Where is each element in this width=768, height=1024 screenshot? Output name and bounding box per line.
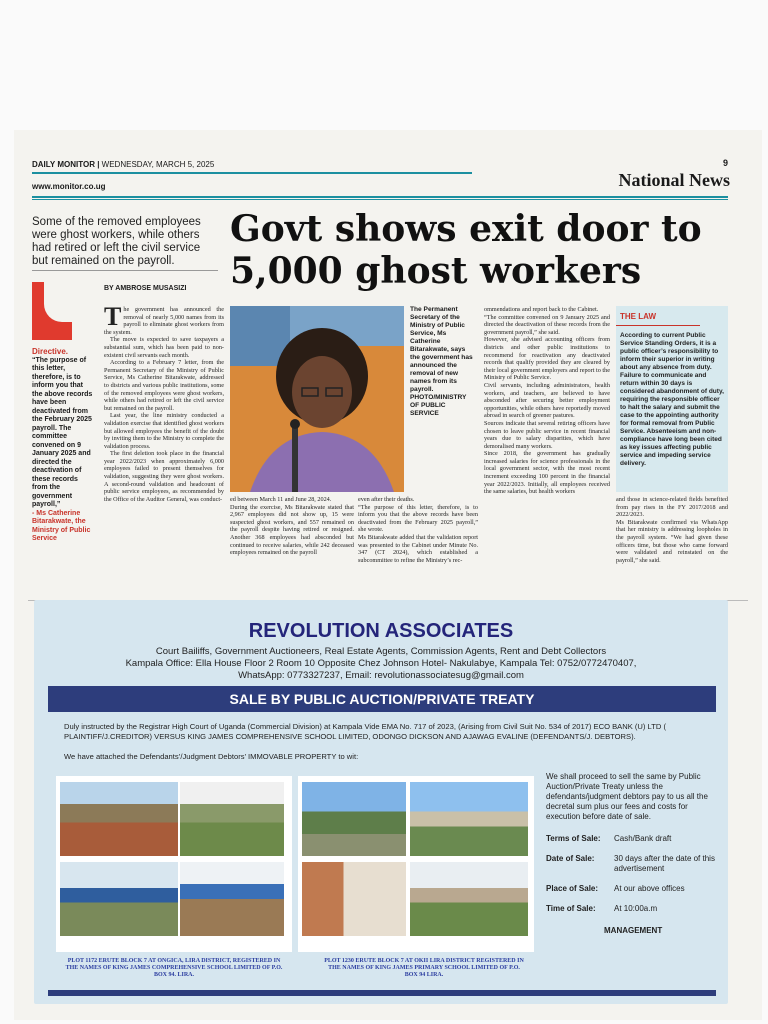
property-photos-2 [298,776,534,952]
term-label: Date of Sale: [546,854,595,863]
photo-caption: The Permanent Secretary of the Ministry of Public Service, Ms Catherine Bitarakwate, says the government has announced the removal of new names from its payroll. PHOTO/MINISTRY OF PUBLIC SERVICE [410,306,473,417]
paper-name: DAILY MONITOR [32,160,95,169]
advert-instruction: Duly instructed by the Registrar High Court of Uganda (Commercial Division) at Kampala Vide EMA No. 717 of 2023, (Arising from Civil Suit No. 534 of 2017) ECO BANK (U) LTD ( PLAINTIFF/J.CREDITOR) VERSUS KING JAMES COMPREHENSIVE SCHOOL LIMITED, ODONGO DICKSON AND AJAWAG EVALINE (DEFENDANTS/J. DEBTORS). [64,722,666,741]
paragraph: The move is expected to save taxpayers a substantial sum, which has been paid to non-existent civil servants each month. [104,336,224,359]
plot-2-caption: PLOT 1230 ERUTE BLOCK 7 AT OKII LIRA DISTRICT REGISTERED IN THE NAMES OF KING JAMES PRIMARY SCHOOL LIMITED OF P.O. BOX 94 LIRA. [324,958,524,979]
term-value: At our above offices [614,884,685,893]
article-column-1 [104,306,224,596]
headline: Govt shows exit door to 5,000 ghost workers [230,208,702,292]
advert-address: Kampala Office: Ella House Floor 2 Room 10 Opposite Chez Johnson Hotel- Nakulabye, Kampala Tel: 0752/0772470407, [125,658,637,669]
advert-banner: SALE BY PUBLIC AUCTION/PRIVATE TREATY [48,686,716,712]
property-photo [180,782,284,856]
property-photo [60,782,178,856]
term-label: Terms of Sale: [546,834,601,843]
law-box-text: According to current Public Service Standing Orders, it is a public officer’s responsibility to inform their superior in writing about any absence from duty. Failure to communicate and return within 30 days is considered abandonment of duty, requiring the responsible officer to halt the salary and submit the case to the appointing authority for formal removal from Public Service. Absenteeism and non-compliance have long been cited as key issues affecting public service and impeding service delivery. [620,332,724,467]
page-number: 9 [722,158,728,168]
brand-mark-icon [32,282,72,340]
article-photo [230,306,404,492]
advert-contact: WhatsApp: 0773327237, Email: revolutionassociatesug@gmail.com [238,670,524,681]
paragraph: The first deletion took place in the financial year 2022/2023 when approximately 6,000 employees failed to present themselves for validation, suggesting they were ghost workers. A second-round validation and headcount of public service employees, as recommended by the Office of the Auditor General, was conduct- [104,450,224,503]
paragraph: he government has announced the removal of nearly 5,000 names from its payroll to eliminate ghost workers from the system. [104,306,224,336]
section-rule [32,196,728,198]
auction-advert [34,600,728,1004]
property-photo [180,862,284,936]
plot-1-caption: PLOT 1172 ERUTE BLOCK 7 AT ONGICA, LIRA DISTRICT, REGISTERED IN THE NAMES OF KING JAMES COMPREHENSIVE SCHOOL LIMITED OF P.O. BOX 94. LIRA. [65,958,283,979]
term-row [546,884,722,894]
pull-quote-kicker: Directive. [32,347,69,356]
pull-quote-attribution: - Ms Catherine Bitarakwate, the Ministry of Public Service [32,509,91,542]
law-box-title: THE LAW [616,306,700,326]
divider [32,270,218,271]
pull-quote [32,348,94,544]
term-row [546,904,722,914]
paragraph: Last year, the line ministry conducted a validation exercise that identified ghost workers but allowed employees the benefit of the doubt by inviting them to the Ministry to complete the validation process. [104,412,224,450]
section-title: National News [618,170,730,190]
advert-attached: We have attached the Defendants’/Judgment Debtors’ IMMOVABLE PROPERTY to wit: [64,752,359,761]
term-value: 30 days after the date of this advertisement [614,854,715,873]
property-photo [60,862,178,936]
article-column-4: ommendations and report back to the Cabinet. “The committee convened on 9 January 2025 and directed the deactivation of these records from the government payroll,” she said. However, she advised accounting officers from districts and other public institutions to recommend for reactivation any deactivated records that qualify provided they are cleared by their local government employers and report to the Ministry of Public Service. Civil servants, including administrators, health workers, and teachers, are believed to have absconded after securing better employment opportunities, while others have reportedly moved abroad in search of greener pastures. Sources indicate that several retiring officers have chosen to leave public service in recent financial years due to salary disparities, which have demoralised many workers. Since 2018, the government has gradually increased salaries for science professionals in the local government sector, with the most recent increment exceeding 100 percent in the financial year 2022/2023. Initially, all employees received the same salaries, but health workers [484,306,610,496]
pull-quote-text: “The purpose of this letter, therefore, is to inform you that the above records have been deactivated from the February 2025 payroll. The committee convened on 9 January 2025 and directed the deactivation of these records from the government payroll,” [32,356,93,508]
article-column-5: and those in science-related fields benefited from pay rises in the FY 2017/2018 and 2022/2023. Ms Bitarakwate confirmed via WhatsApp that her ministry is addressing loopholes in the payroll system. “We had given these officers time, but those who came forward were validated and reinstated on the payroll,” she said. [616,496,728,564]
property-photo [302,782,406,856]
property-photos-1 [56,776,292,952]
term-value: At 10:00a.m [614,904,658,913]
advert-signature: MANAGEMENT [604,926,663,935]
portrait-image [230,306,404,492]
term-label: Place of Sale: [546,884,599,893]
masthead-line: DAILY MONITOR | WEDNESDAY, MARCH 5, 2025 [32,160,215,169]
sale-terms-intro: We shall proceed to sell the same by Public Auction/Private Treaty unless the defendants/judgment debtors pay to us all the decretal sum plus our fees and costs for execution before date of sale. [546,772,708,821]
header-rule [32,172,472,174]
drop-cap: T [104,306,122,331]
paragraph: According to a February 7 letter, from the Permanent Secretary of the Ministry of Public Service, Ms Catherine Bitarakwate, addressed to districts and various public institutions, some of the removed employees were ghost workers, while others had retired or left the civil service but remained on the payroll. [104,359,224,412]
byline: BY AMBROSE MUSASIZI [104,285,187,292]
website[interactable]: www.monitor.co.ug [32,182,106,191]
term-value: Cash/Bank draft [614,834,672,843]
advert-company: REVOLUTION ASSOCIATES [248,620,514,642]
property-photo [302,862,406,936]
term-row [546,834,722,844]
property-photo [410,862,528,936]
term-row [546,854,722,874]
law-box [616,306,728,492]
article-column-2: ed between March 11 and June 28, 2024. During the exercise, Ms Bitarakwate stated that 2,967 employees did not show up, 15 were suspected ghost workers, and 557 remained on the payroll despite having retired or resigned. Another 368 employees had absconded but continued to receive salaries, while 242 deceased employees remained on the payroll [230,496,354,557]
issue-date: WEDNESDAY, MARCH 5, 2025 [101,160,215,169]
term-label: Time of Sale: [546,904,596,913]
advert-bottom-bar [48,990,716,996]
property-photo [410,782,528,856]
article-column-3: even after their deaths. “The purpose of this letter, therefore, is to inform you that the above records have been deactivated from the February 2025 payroll,” she wrote. Ms Bitarakwate added that the validation report was presented to the Cabinet under Minute No. 347 (CT 2024), which established a subcommittee to refine the Ministry’s rec- [358,496,478,564]
section-rule-2 [32,199,728,200]
advert-services: Court Bailiffs, Government Auctioneers, Real Estate Agents, Commission Agents, Rent and Debt Collectors [155,646,607,657]
article-teaser: Some of the removed employees were ghost workers, while others had retired or left the civil service but remained on the payroll. [32,216,201,267]
